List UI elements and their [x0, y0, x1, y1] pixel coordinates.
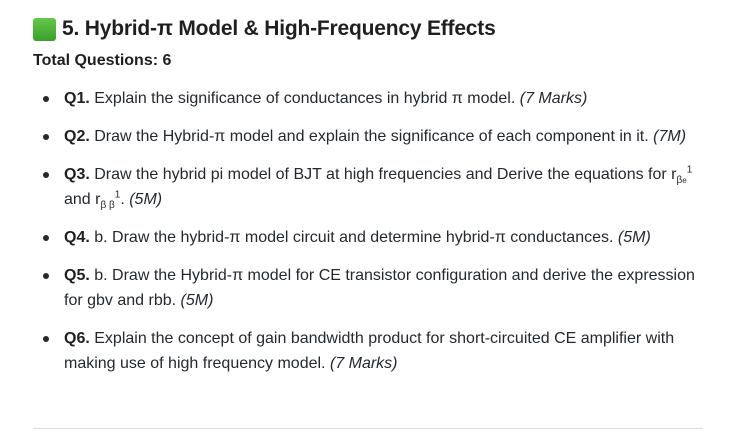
question-number: Q5. [64, 267, 90, 284]
bullet-icon [43, 172, 49, 178]
symbol-subscript: β [676, 175, 683, 187]
bullet-icon [43, 273, 49, 279]
question-marks: (5M) [617, 229, 651, 246]
question-marks: (5M) [129, 191, 163, 208]
question-text-and: and r [64, 191, 101, 208]
question-item-4 [33, 225, 713, 250]
question-number: Q3. [64, 166, 90, 183]
question-item-1 [33, 86, 713, 111]
question-item-5 [33, 263, 713, 313]
symbol-superscript: 1 [114, 189, 121, 201]
question-marks: (7 Marks) [519, 90, 588, 107]
question-number: Q6. [64, 330, 90, 347]
question-number: Q4. [64, 229, 90, 246]
bullet-icon [43, 96, 49, 102]
bullet-icon [43, 134, 49, 140]
bullet-icon [43, 336, 49, 342]
bottom-divider [33, 428, 703, 429]
question-item-3 [33, 162, 713, 212]
question-list [33, 86, 713, 389]
section-heading [33, 14, 496, 44]
symbol-subsubscript: e [682, 176, 687, 186]
question-item-2 [33, 124, 713, 149]
question-text: b. Draw the hybrid-π model circuit and determine hybrid-π conductances. [89, 229, 618, 246]
question-item-6 [33, 326, 713, 376]
question-text: Draw the Hybrid-π model and explain the significance of each component in it. [89, 128, 654, 145]
bullet-icon [43, 235, 49, 241]
question-number: Q1. [64, 90, 90, 107]
green-square-icon [33, 18, 56, 41]
question-text: b. Draw the Hybrid-π model for CE transistor configuration and derive the expression for gbv and rbb. [64, 267, 695, 309]
question-marks: (5M) [180, 292, 214, 309]
section-title: 5. Hybrid-π Model & High-Frequency Effects [62, 17, 496, 40]
question-marks: (7M) [653, 128, 687, 145]
total-questions: Total Questions: 6 [33, 52, 172, 69]
symbol-subscript: β β [100, 200, 115, 212]
question-text: Explain the concept of gain bandwidth product for short-circuited CE amplifier with making use of high frequency model. [64, 330, 675, 372]
question-text: Explain the significance of conductances in hybrid π model. [89, 90, 520, 107]
symbol-superscript: 1 [686, 164, 693, 176]
question-marks: (7 Marks) [329, 355, 398, 372]
question-text: Draw the hybrid pi model of BJT at high frequencies and Derive the equations for r [89, 166, 677, 183]
question-text-end: . [120, 191, 130, 208]
question-number: Q2. [64, 128, 90, 145]
